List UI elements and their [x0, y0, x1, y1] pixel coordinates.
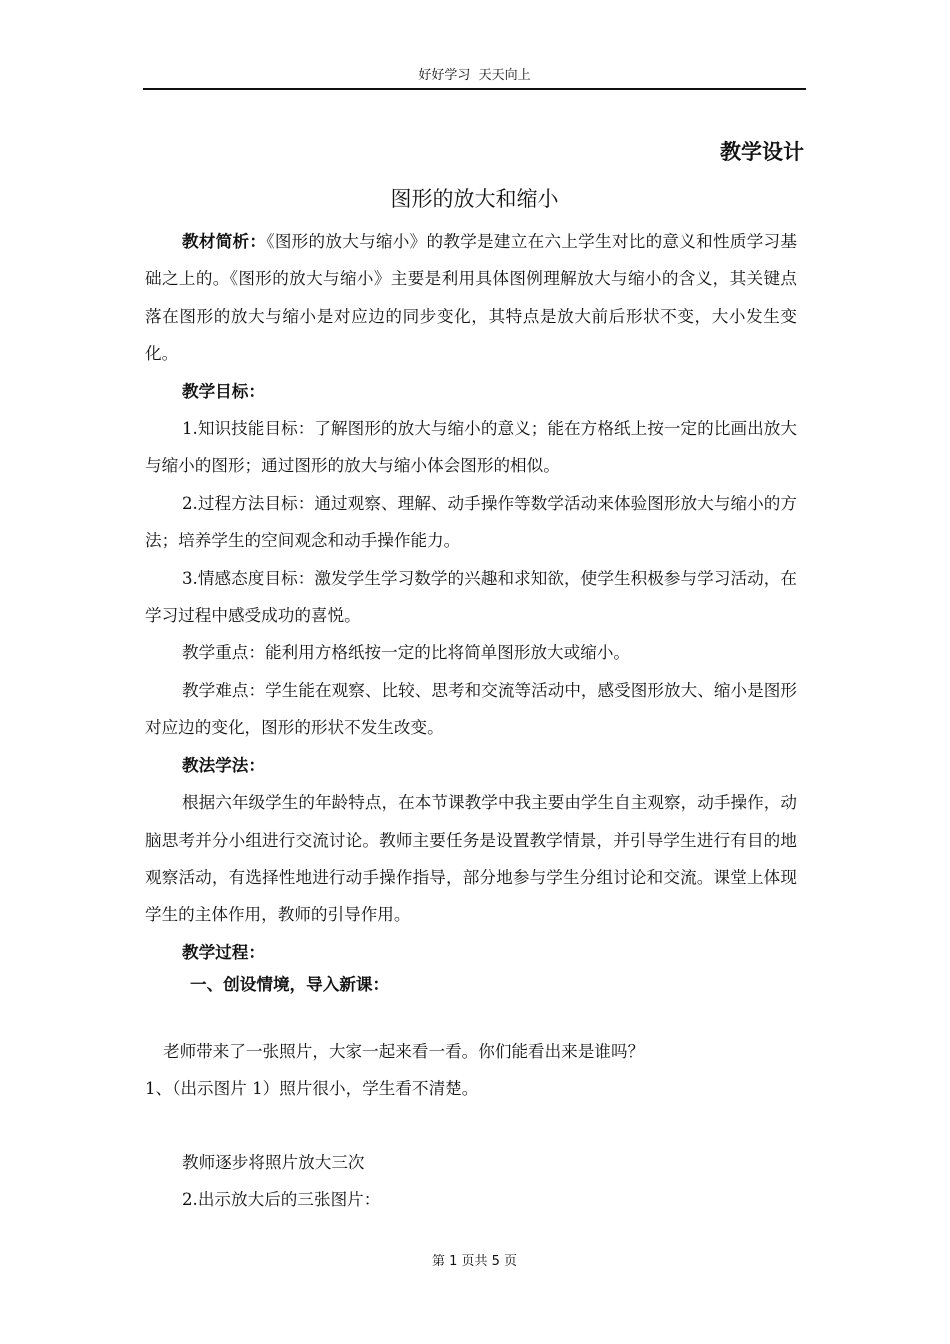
goal-1: 1.知识技能目标：了解图形的放大与缩小的意义；能在方格纸上按一定的比画出放大与缩小的图形；通过图形的放大与缩小体会图形的相似。 [145, 419, 797, 476]
document-body [145, 223, 797, 971]
goal-3: 3.情感态度目标：激发学生学习数学的兴趣和求知欲，使学生积极参与学习活动，在学习过程中感受成功的喜悦。 [145, 568, 797, 626]
goals-label: 教学目标： [182, 381, 265, 401]
intro-line: 老师带来了一张照片，大家一起来看一看。你们能看出来是谁吗？ [163, 1042, 645, 1061]
key-point: 教学重点：能利用方格纸按一定的比将简单图形放大或缩小。 [182, 643, 631, 663]
step-1-heading: 一、创设情境，导入新课： [190, 975, 390, 994]
lesson-title: 图形的放大和缩小 [390, 187, 559, 211]
analysis-paragraph [145, 223, 797, 373]
page-footer [143, 1250, 806, 1269]
analysis-label: 教材简析： [182, 232, 267, 251]
item-2: 2.出示放大后的三张图片： [182, 1190, 381, 1209]
methods-text: 根据六年级学生的年龄特点，在本节课教学中我主要由学生自主观察，动手操作，动脑思考并分小组进行交流讨论。教师主要任务是设置教学情景，并引导学生进行有目的地观察活动，有选择性地进行动手操作指导，部分地参与学生分组讨论和交流。课堂上体现学生的主体作用，教师的引导作用。 [145, 793, 797, 925]
difficulty: 教学难点：学生能在观察、比较、思考和交流等活动中，感受图形放大、缩小是图形对应边的变化，图形的形状不发生改变。 [145, 680, 797, 738]
page-header [143, 64, 806, 90]
header-text: 好好学习 天天向上 [418, 68, 531, 83]
methods-label: 教法学法： [182, 755, 265, 775]
teacher-line: 教师逐步将照片放大三次 [182, 1153, 365, 1172]
page-number: 第 1 页共 5 页 [431, 1254, 518, 1269]
goal-2: 2.过程方法目标：通过观察、理解、动手操作等数学活动来体验图形放大与缩小的方法；培养学生的空间观念和动手操作能力。 [145, 493, 797, 551]
analysis-text: 《图形的放大与缩小》的教学是建立在六上学生对比的意义和性质学习基础之上的。《图形的放大与缩小》主要是利用具体图例理解放大与缩小的含义，其关键点落在图形的放大与缩小是对应边的同步变化，其特点是放大前后形状不变，大小发生变化。 [145, 232, 797, 364]
document-title: 教学设计 [720, 140, 804, 164]
process-label: 教学过程： [182, 942, 265, 962]
item-1: 1、（出示图片 1）照片很小，学生看不清楚。 [145, 1079, 479, 1098]
